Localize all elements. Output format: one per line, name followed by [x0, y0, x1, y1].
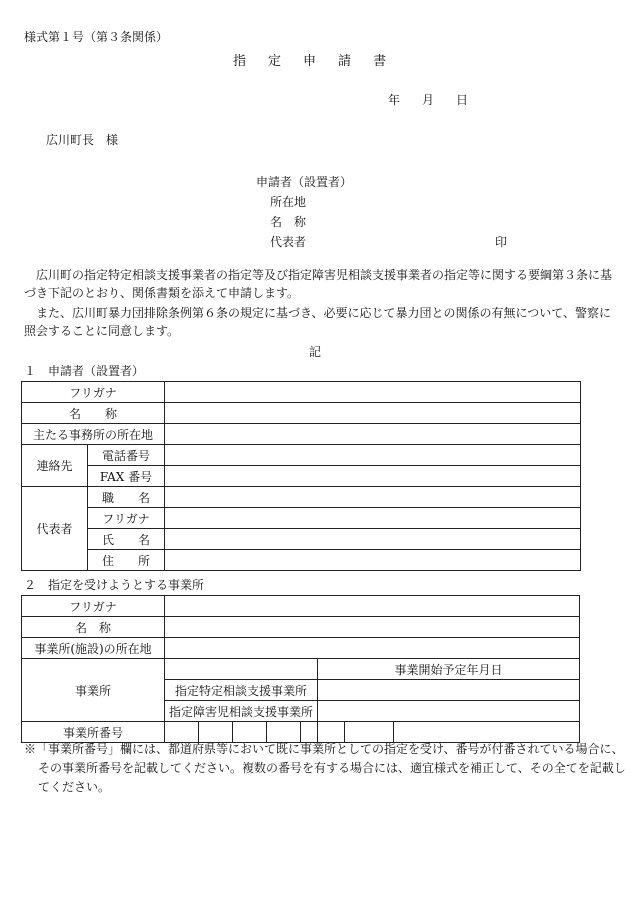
title-char: 定 — [268, 54, 282, 69]
facility-furigana-field[interactable] — [165, 596, 580, 617]
rep-name-field[interactable] — [165, 529, 581, 550]
name-field[interactable] — [165, 403, 581, 424]
rep-title-field[interactable] — [165, 487, 581, 508]
footnote: ※「事業所番号」欄には、都道府県等において既に事業所としての指定を受け、番号が付番されている場合に、その事業所番号を記載してください。複数の番号を有する場合には、適宜様式を補正して、その全てを記載してください。 — [24, 742, 626, 794]
facility-furigana-label: フリガナ — [22, 596, 165, 617]
furigana-field[interactable] — [165, 382, 581, 403]
facility-address-label: 事業所(施設)の所在地 — [22, 638, 165, 659]
addressee: 広川町長 様 — [46, 133, 119, 147]
title-char: 申 — [303, 54, 317, 69]
facility-name-label: 名 称 — [22, 617, 165, 638]
section2-heading: ２ 指定を受けようとする事業所 — [24, 578, 205, 592]
body-paragraph-2: また、広川町暴力団排除条例第６条の規定に基づき、必要に応じて暴力団との関係の有無について、警察に照会することに同意します。 — [24, 306, 612, 338]
office-label: 事業所 — [22, 659, 165, 722]
phone-label: 電話番号 — [88, 445, 165, 466]
title-char: 指 — [233, 54, 247, 69]
name-label: 名 称 — [22, 403, 165, 424]
applicant-heading: 申請者（設置者） — [256, 175, 353, 189]
rep-address-label: 住 所 — [88, 550, 165, 571]
service1-label: 指定特定相談支援事業所 — [165, 680, 318, 701]
applicant-representative-label: 代表者 — [270, 235, 307, 249]
rep-furigana-label: フリガナ — [88, 508, 165, 529]
page-title — [233, 50, 408, 69]
ki-marker: 記 — [309, 345, 322, 359]
service1-start-date-field[interactable] — [318, 680, 580, 701]
form-number: 様式第１号（第３条関係） — [24, 30, 169, 44]
rep-title-label: 職 名 — [88, 487, 165, 508]
rep-name-label: 氏 名 — [88, 529, 165, 550]
furigana-label: フリガナ — [22, 382, 165, 403]
main-office-field[interactable] — [165, 424, 581, 445]
date-year-label: 年 — [388, 93, 401, 107]
facility-table — [21, 595, 580, 743]
date-line — [388, 91, 490, 108]
applicant-table — [21, 381, 581, 571]
facility-name-field[interactable] — [165, 617, 580, 638]
fax-label: FAX 番号 — [88, 466, 165, 487]
main-office-label: 主たる事務所の所在地 — [22, 424, 165, 445]
seal-mark: 印 — [495, 235, 508, 249]
rep-furigana-field[interactable] — [165, 508, 581, 529]
title-char: 書 — [373, 54, 387, 69]
facility-address-field[interactable] — [165, 638, 580, 659]
title-char: 請 — [338, 54, 352, 69]
contact-label: 連絡先 — [22, 445, 88, 487]
fax-field[interactable] — [165, 466, 581, 487]
office-number-label: 事業所番号 — [22, 722, 165, 743]
body-paragraph-1: 広川町の指定特定相談支援事業者の指定等及び指定障害児相談支援事業者の指定等に関する要綱第３条に基づき下記のとおり、関係書類を添えて申請します。 — [24, 268, 613, 300]
office-blank-cell — [165, 659, 318, 680]
service2-start-date-field[interactable] — [318, 701, 580, 722]
service2-label: 指定障害児相談支援事業所 — [165, 701, 318, 722]
date-month-label: 月 — [422, 93, 435, 107]
applicant-address-label: 所在地 — [270, 195, 307, 209]
applicant-name-label: 名 称 — [270, 215, 307, 229]
representative-label: 代表者 — [22, 487, 88, 571]
date-day-label: 日 — [456, 93, 469, 107]
phone-field[interactable] — [165, 445, 581, 466]
start-date-header: 事業開始予定年月日 — [318, 659, 580, 680]
rep-address-field[interactable] — [165, 550, 581, 571]
section1-heading: １ 申請者（設置者） — [24, 364, 145, 378]
